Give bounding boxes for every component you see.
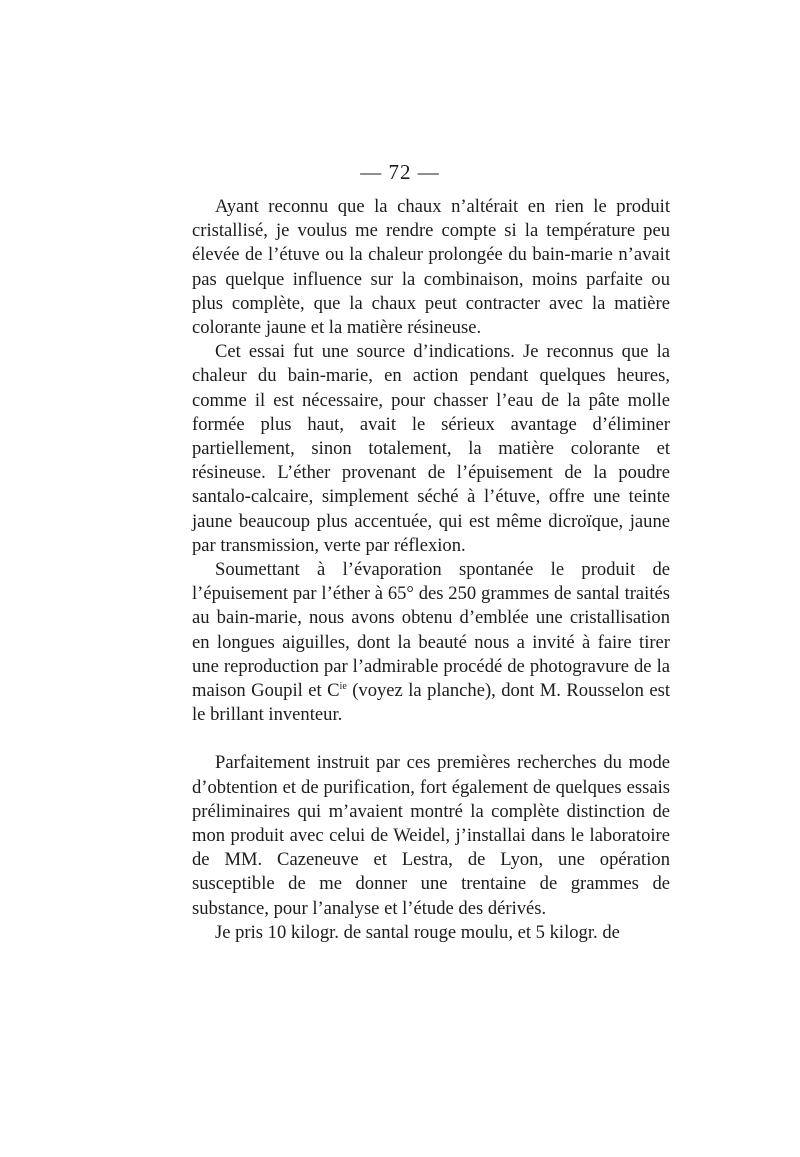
paragraph-4: Parfaitement instruit par ces premières recherches du mode d’obtention et de purification, fort également de quelques essais préliminaires qui m’avaient montré la complète distinction de mon produit avec celui de Weidel, j’installai dans le laboratoire de MM. Cazeneuve et Lestra, de Lyon, une opération susceptible de me donner une trentaine de grammes de substance, pour l’analyse et l’étude des dérivés.	[192, 752, 670, 919]
paragraph-3-text-start: Soumettant à l’évaporation spontanée le produit de l’épuisement par l’éther à 65° des 250 grammes de santal traités au bain-marie, nous avons obtenu d’emblée une cristallisation en longues aiguilles, dont la beauté nous a invité à faire tirer une reproduction par l’admirable procédé de photogravure de la maison Goupil et C	[192, 559, 670, 702]
superscript-ie: ie	[339, 681, 347, 693]
paragraph-3	[192, 558, 670, 727]
page-number: — 72 —	[360, 160, 440, 184]
paragraph-2: Cet essai fut une source d’indications. Je reconnus que la chaleur du bain-marie, en action pendant quelques heures, comme il est nécessaire, pour chasser l’eau de la pâte molle formée plus haut, avait le sérieux avantage d’éliminer partiellement, sinon totalement, la matière colorante et résineuse. L’éther provenant de l’épuisement de la poudre santalo-calcaire, simplement séché à l’étuve, offre une teinte jaune beaucoup plus accentuée, qui est même dicroïque, jaune par transmission, verte par réflexion.	[192, 341, 670, 556]
body-text	[192, 195, 670, 945]
paragraph-5: Je pris 10 kilogr. de santal rouge moulu, et 5 kilogr. de	[215, 921, 620, 943]
paragraph-1: Ayant reconnu que la chaux n’altérait en rien le produit cristallisé, je voulus me rendre compte si la température peu élevée de l’étuve ou la chaleur prolongée du bain-marie n’avait pas quelque influence sur la combinaison, moins parfaite ou plus complète, que la chaux peut contracter avec la matière colorante jaune et la matière résineuse.	[192, 196, 670, 339]
paragraph-3-text-end: (voyez la planche), dont M. Rousselon est le brillant inventeur.	[192, 680, 670, 726]
